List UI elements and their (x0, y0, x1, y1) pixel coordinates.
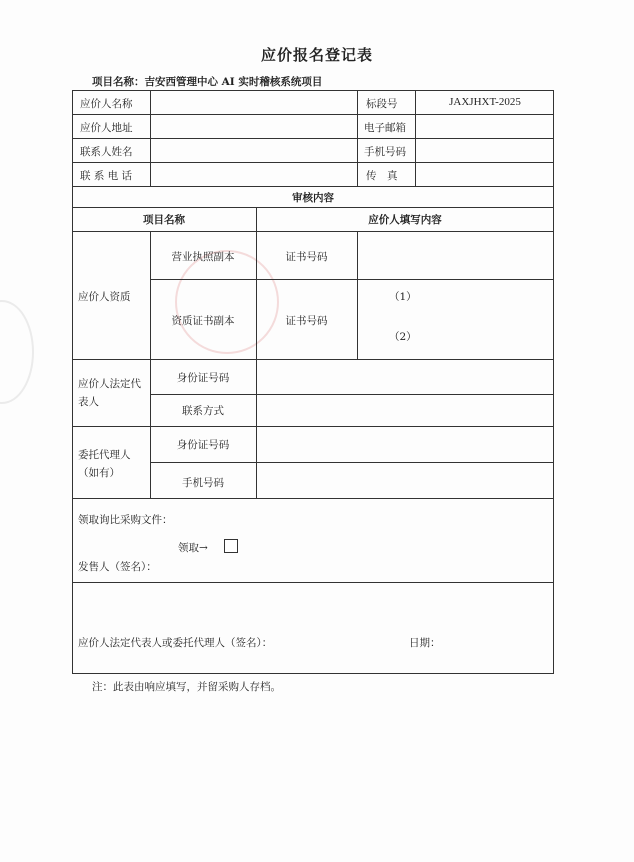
footnote: 注：此表由响应填写，并留采购人存档。 (92, 681, 281, 693)
table-border-bottom (72, 673, 554, 674)
row-divider (150, 279, 554, 280)
bidder-name-label: 应价人名称 (80, 98, 133, 110)
row-divider (72, 138, 554, 139)
contact-label: 联系人姓名 (80, 146, 133, 158)
project-name: 项目名称：吉安西管理中心 AI 实时稽核系统项目 (92, 76, 323, 88)
table-border-left (72, 90, 73, 674)
id-no-label: 身份证号码 (176, 372, 230, 384)
received-label: 领取→ (178, 542, 208, 554)
cert-no-label-2: 证书号码 (285, 315, 328, 327)
legal-rep-label: 应价人法定代表人 (78, 378, 141, 408)
row-divider (72, 498, 554, 499)
col-divider (150, 231, 151, 499)
receive-files-label: 领取询比采购文件： (78, 514, 173, 526)
col-fill-heading: 应价人填写内容 (368, 214, 442, 226)
form-title: 应价报名登记表 (260, 46, 373, 64)
section-no-value: JAXJHXT-2025 (449, 96, 521, 108)
row-divider (72, 582, 554, 583)
signature-label: 应价人法定代表人或委托代理人（签名）： (78, 637, 273, 649)
received-checkbox[interactable] (224, 539, 238, 553)
table-border-right (553, 90, 554, 674)
col-divider (357, 90, 358, 186)
row-divider (72, 359, 554, 360)
col-divider (357, 231, 358, 359)
col-item-heading: 项目名称 (143, 214, 185, 226)
fax-label: 传 真 (366, 170, 398, 182)
seal-stamp (175, 250, 279, 354)
agent-label: 委托代理人（如有） (78, 449, 131, 479)
cert-number-2: （2） (389, 331, 417, 343)
col-divider (150, 90, 151, 186)
issuer-sign-label: 发售人（签名）： (78, 561, 157, 573)
row-divider (72, 207, 554, 208)
row-divider (72, 114, 554, 115)
mobile-label: 手机号码 (364, 146, 406, 158)
cert-number-1: （1） (389, 291, 417, 303)
email-label: 电子邮箱 (364, 122, 406, 134)
row-divider (72, 186, 554, 187)
phone-label: 联 系 电 话 (80, 170, 133, 182)
review-heading: 审核内容 (292, 192, 334, 204)
address-label: 应价人地址 (80, 122, 133, 134)
table-border-top (72, 90, 554, 91)
section-no-label: 标段号 (366, 98, 398, 110)
seal-stamp-left (0, 300, 34, 404)
row-divider (72, 231, 554, 232)
row-divider (72, 426, 554, 427)
cert-no-label: 证书号码 (285, 251, 328, 263)
agent-mobile-label: 手机号码 (182, 477, 224, 489)
row-divider (150, 394, 554, 395)
row-divider (72, 162, 554, 163)
cert-copy-label: 资质证书副本 (171, 315, 235, 327)
row-divider (150, 462, 554, 463)
contact-method-label: 联系方式 (182, 405, 224, 417)
agent-id-no-label: 身份证号码 (176, 439, 230, 451)
date-label: 日期： (409, 637, 441, 649)
qualification-label: 应价人资质 (78, 291, 131, 303)
license-copy-label: 营业执照副本 (171, 251, 235, 263)
